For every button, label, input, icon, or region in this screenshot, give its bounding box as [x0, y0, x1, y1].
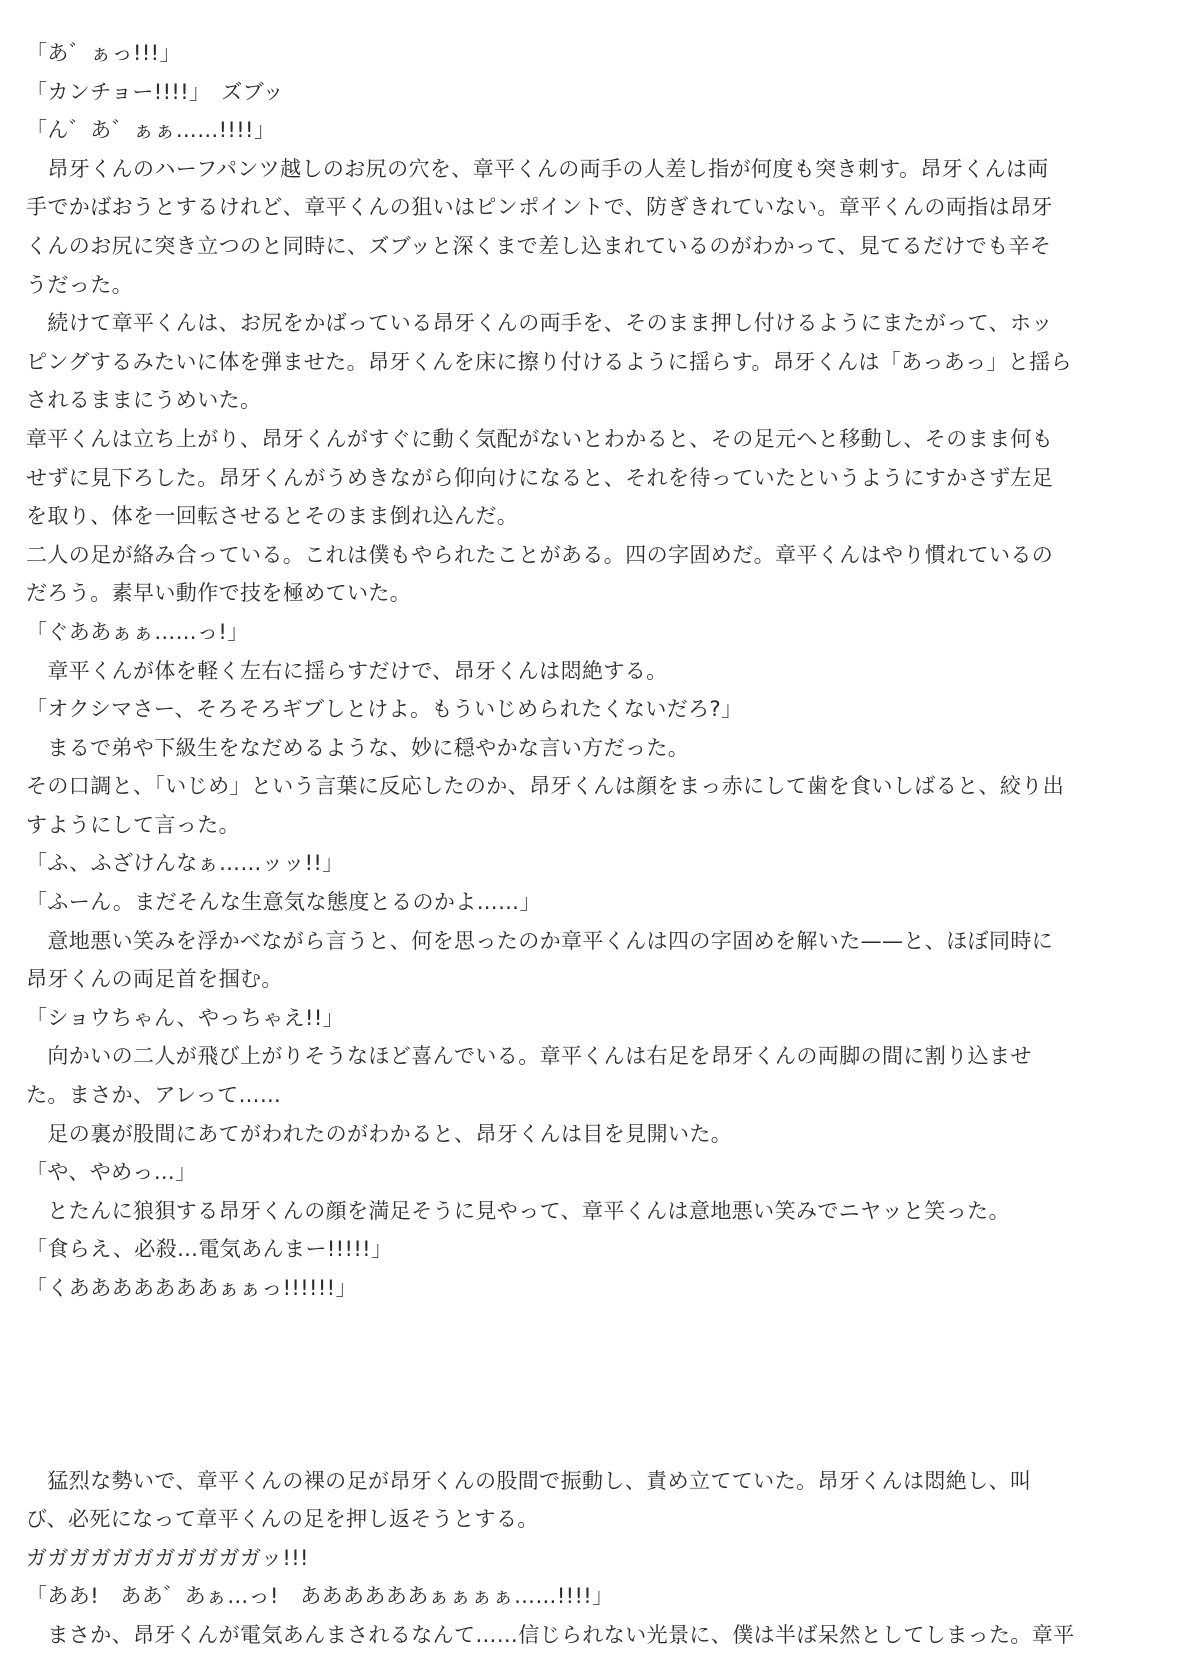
text-line: 章平くんが体を軽く左右に揺らすだけで、昂牙くんは悶絶する。: [26, 658, 668, 683]
text-line: されるままにうめいた。: [26, 388, 262, 413]
paragraph-section-1: [26, 34, 1186, 1308]
text-line: その口調と、「いじめ」という言葉に反応したのか、昂牙くんは顔をまっ赤にして歯を食いしばると、絞り出: [26, 774, 1065, 799]
text-line: くんのお尻に突き立つのと同時に、ズブッと深くまで差し込まれているのがわかって、見てるだけでも辛そ: [26, 233, 1052, 258]
text-line: 「ぐああぁぁ……っ!」: [26, 619, 249, 644]
text-line: 二人の足が絡み合っている。これは僕もやられたことがある。四の字固めだ。章平くんはやり慣れているの: [26, 542, 1054, 567]
text-line: 「ふ、ふざけんなぁ……ッッ!!」: [26, 851, 344, 876]
text-line: 続けて章平くんは、お尻をかばっている昂牙くんの両手を、そのまま押し付けるようにまたがって、ホッ: [26, 311, 1053, 336]
text-line: 足の裏が股間にあてがわれたのがわかると、昂牙くんは目を見開いた。: [26, 1121, 733, 1146]
text-line: 「あ゛ぁっ!!!」: [26, 41, 181, 65]
paragraph-section-2: [26, 1462, 1186, 1655]
text-line: 「ふーん。まだそんな生意気な態度とるのかよ……」: [26, 890, 541, 915]
text-line: とたんに狼狽する昂牙くんの顔を満足そうに見やって、章平くんは意地悪い笑みでニヤッと笑った。: [26, 1198, 1010, 1223]
text-line: び、必死になって章平くんの足を押し返そうとする。: [26, 1507, 539, 1532]
text-line: 猛烈な勢いで、章平くんの裸の足が昂牙くんの股間で振動し、責め立てていた。昂牙くんは悶絶し、叫: [26, 1468, 1032, 1493]
text-line: を取り、体を一回転させるとそのまま倒れ込んだ。: [26, 504, 519, 529]
text-line: まさか、昂牙くんが電気あんまされるなんて……信じられない光景に、僕は半ば呆然としてしまった。章平: [26, 1622, 1075, 1647]
text-line: 意地悪い笑みを浮かべながら言うと、何を思ったのか章平くんは四の字固めを解いた——と、ほぼ同時に: [26, 928, 1054, 953]
text-line: 「食らえ、必殺…電気あんまー!!!!!」: [26, 1237, 393, 1262]
text-line: 「ああ! ああ゛あぁ…っ! ああああああぁぁぁぁ……!!!!」: [26, 1584, 614, 1609]
text-line: ガガガガガガガガガガガッ!!!: [26, 1545, 309, 1570]
text-line: 昂牙くんの両足首を掴む。: [26, 967, 283, 992]
text-line: まるで弟や下級生をなだめるような、妙に穏やかな言い方だった。: [26, 735, 690, 760]
text-line: 「カンチョー!!!!」 ズブッ: [26, 79, 285, 104]
text-line: 手でかばおうとするけれど、章平くんの狙いはピンポイントで、防ぎきれていない。章平くんの両指は昂牙: [26, 195, 1053, 220]
text-line: 章平くんは立ち上がり、昂牙くんがすぐに動く気配がないとわかると、その足元へと移動し、そのまま何も: [26, 426, 1054, 451]
story-text: [26, 34, 1186, 1655]
text-line: だろう。素早い動作で技を極めていた。: [26, 581, 412, 606]
text-line: すようにして言った。: [26, 812, 240, 837]
section-break: [26, 1308, 1186, 1462]
text-line: 「オクシマさー、そろそろギブしとけよ。もういじめられたくないだろ?」: [26, 697, 743, 722]
text-line: うだった。: [26, 272, 133, 297]
text-line: ピングするみたいに体を弾ませた。昂牙くんを床に擦り付けるように揺らす。昂牙くんは「あっあっ」と揺ら: [26, 349, 1073, 374]
text-line: 「や、やめっ…」: [26, 1160, 197, 1185]
text-line: 昂牙くんのハーフパンツ越しのお尻の穴を、章平くんの両手の人差し指が何度も突き刺す。昂牙くんは両: [26, 156, 1049, 181]
text-line: 「くあああああああぁぁっ!!!!!!」: [26, 1276, 357, 1300]
text-line: せずに見下ろした。昂牙くんがうめきながら仰向けになると、それを待っていたというようにすかさず左足: [26, 465, 1054, 490]
text-line: 「ん゛あ゛ぁぁ……!!!!」: [26, 118, 276, 143]
text-line: 向かいの二人が飛び上がりそうなほど喜んでいる。章平くんは右足を昂牙くんの両脚の間に割り込ませ: [26, 1044, 1032, 1069]
text-line: た。まさか、アレって……: [26, 1083, 282, 1108]
text-line: 「ショウちゃん、やっちゃえ!!」: [26, 1005, 345, 1030]
